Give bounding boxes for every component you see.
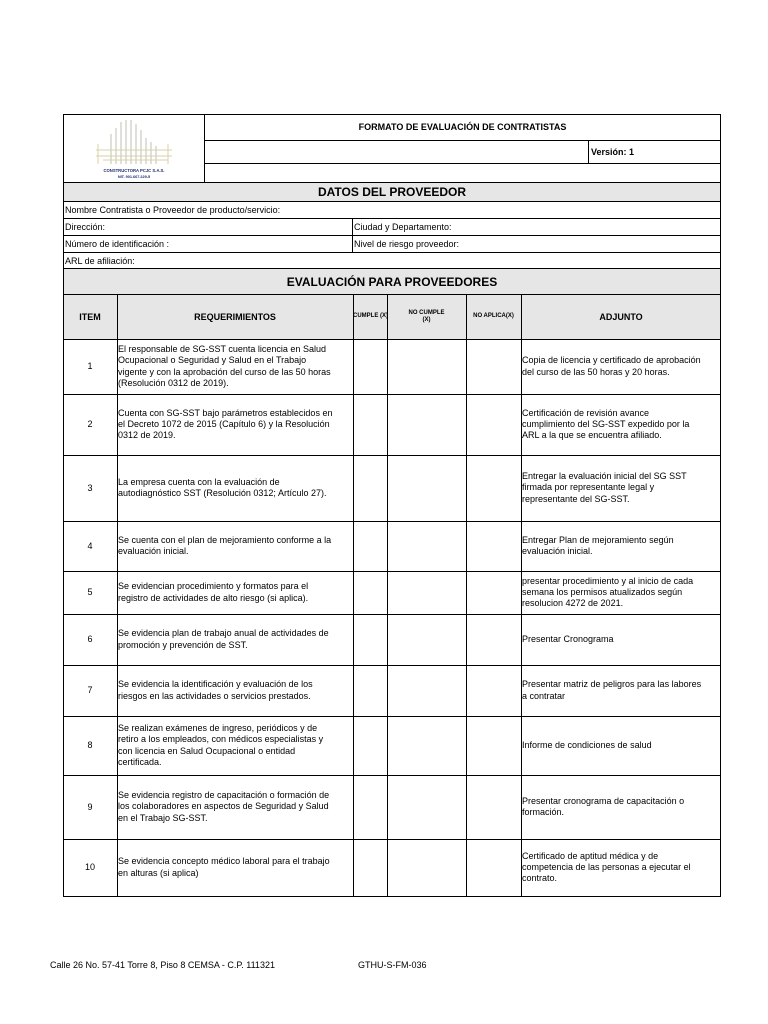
row-no-cumple-cell[interactable] xyxy=(388,340,465,393)
row-item-number: 4 xyxy=(87,540,93,551)
row-attachment-text: representante del SG-SST. xyxy=(522,493,630,504)
row-requirement-text: autodiagnóstico SST (Resolución 0312; Artículo 27). xyxy=(118,488,327,498)
row-requirement-text: en alturas (si aplica) xyxy=(118,867,199,878)
row-cumple-cell[interactable] xyxy=(354,717,386,774)
row-requirement-text: Se cuenta con el plan de mejoramiento conforme a la xyxy=(118,534,332,545)
header-line xyxy=(204,163,721,164)
row-item-number: 9 xyxy=(87,801,93,812)
row-attachment-text: contrato. xyxy=(522,873,558,884)
row-no-cumple-cell[interactable] xyxy=(388,456,465,520)
row-item-number: 6 xyxy=(87,634,93,644)
row-attachment-text: resolucion 4272 de 2021. xyxy=(522,598,624,609)
row-requirement-text: certificada. xyxy=(118,756,162,767)
row-no-cumple-cell[interactable] xyxy=(388,666,465,715)
column-item: ITEM xyxy=(79,312,101,322)
row-requirement-text: evaluación inicial. xyxy=(118,546,189,556)
row-no-aplica-cell[interactable] xyxy=(467,395,520,454)
row-cumple-cell[interactable] xyxy=(354,615,386,664)
row-requirement-text: Se evidencia plan de trabajo anual de actividades de xyxy=(118,628,329,639)
row-cumple-cell[interactable] xyxy=(354,340,386,393)
id-number-label: Número de identificación : xyxy=(65,239,170,249)
row-attachment-text: cumplimiento del SG-SST expedido por la xyxy=(522,418,690,429)
row-attachment-text: a contratar xyxy=(522,690,566,701)
row-requirement-text: los colaboradores en aspectos de Seguridad y Salud xyxy=(118,801,329,812)
row-attachment-text: Entregar Plan de mejoramiento según xyxy=(522,534,674,545)
risk-level-label: Nivel de riesgo proveedor: xyxy=(354,239,460,249)
row-cumple-cell[interactable] xyxy=(354,572,386,613)
row-no-aplica-cell[interactable] xyxy=(467,615,520,664)
row-requirement-text: Cuenta con SG-SST bajo parámetros establecidos en xyxy=(118,407,333,418)
column-not-complies: NO CUMPLE xyxy=(408,310,445,316)
row-attachment-text: Presentar Cronograma xyxy=(522,633,614,644)
provider-name-label: Nombre Contratista o Proveedor de producto/servicio: xyxy=(65,205,281,215)
row-no-cumple-cell[interactable] xyxy=(388,776,465,838)
row-requirement-text: Se evidencia concepto médico laboral para el trabajo xyxy=(118,856,330,867)
footer-code: GTHU-S-FM-036 xyxy=(358,960,427,970)
row-no-cumple-cell[interactable] xyxy=(388,717,465,774)
form-title: FORMATO DE EVALUACIÓN DE CONTRATISTAS xyxy=(358,122,567,132)
row-attachment-text: Copia de licencia y certificado de aprobación xyxy=(522,355,701,366)
row-requirement-text: riesgos en las actividades o servicios prestados. xyxy=(118,690,311,701)
row-requirement-text: Se evidencia registro de capacitación o formación de xyxy=(118,790,330,801)
row-attachment-text: formación. xyxy=(522,807,565,817)
row-cumple-cell[interactable] xyxy=(354,840,386,895)
row-requirement-text: Se realizan exámenes de ingreso, periódicos y de xyxy=(118,722,318,733)
footer-address: Calle 26 No. 57-41 Torre 8, Piso 8 CEMSA - C.P. 111321 xyxy=(50,960,275,970)
row-no-aplica-cell[interactable] xyxy=(467,572,520,613)
row-requirement-text: Se evidencian procedimiento y formatos para el xyxy=(118,581,309,592)
row-cumple-cell[interactable] xyxy=(354,522,386,570)
row-requirement-text: retiro a los empleados, con médicos especialistas y xyxy=(118,734,324,745)
row-requirement-text: registro de actividades de alto riesgo (si aplica). xyxy=(118,592,309,603)
row-no-aplica-cell[interactable] xyxy=(467,340,520,393)
row-no-cumple-cell[interactable] xyxy=(388,522,465,570)
row-item-number: 8 xyxy=(87,740,93,750)
row-cumple-cell[interactable] xyxy=(354,776,386,838)
row-attachment-text: semana los permisos atualizados según xyxy=(522,586,683,597)
provider-divider xyxy=(352,218,353,252)
row-attachment-text: Informe de condiciones de salud xyxy=(522,739,652,750)
row-line xyxy=(63,235,721,236)
row-no-aplica-cell[interactable] xyxy=(467,456,520,520)
row-requirement-text: con licencia en Salud Ocupacional o entidad xyxy=(118,745,296,756)
row-requirement-text: promoción y prevención de SST. xyxy=(118,639,248,650)
row-no-cumple-cell[interactable] xyxy=(388,840,465,895)
column-complies: CUMPLE (X) xyxy=(353,313,388,319)
row-item-number: 10 xyxy=(84,862,95,872)
row-no-aplica-cell[interactable] xyxy=(467,840,520,895)
city-label: Ciudad y Departamento: xyxy=(354,222,452,232)
row-attachment-text: evaluación inicial. xyxy=(522,546,593,556)
row-attachment-text: presentar procedimiento y al inicio de cada xyxy=(522,575,694,586)
row-line xyxy=(63,218,721,219)
row-cumple-cell[interactable] xyxy=(354,456,386,520)
company-logo xyxy=(88,116,180,182)
row-no-cumple-cell[interactable] xyxy=(388,615,465,664)
row-attachment-text: ARL a la que se encuentra afiliado. xyxy=(522,430,662,441)
evaluation-section-title: EVALUACIÓN PARA PROVEEDORES xyxy=(286,275,498,289)
row-requirement-text: 0312 de 2019. xyxy=(118,430,176,441)
header-line xyxy=(204,140,721,141)
address-label: Dirección: xyxy=(65,222,106,232)
row-item-number: 1 xyxy=(87,361,93,371)
row-no-aplica-cell[interactable] xyxy=(467,717,520,774)
row-attachment-text: competencia de las personas a ejecutar el xyxy=(522,861,691,872)
row-cumple-cell[interactable] xyxy=(354,395,386,454)
row-item-number: 5 xyxy=(87,587,93,597)
row-no-aplica-cell[interactable] xyxy=(467,522,520,570)
column-requirements: REQUERIMIENTOS xyxy=(194,312,276,322)
row-cumple-cell[interactable] xyxy=(354,666,386,715)
arl-label: ARL de afiliación: xyxy=(65,256,135,266)
column-not-complies-suffix: (X) xyxy=(422,317,431,323)
row-attachment-text: del curso de las 50 horas y 20 horas. xyxy=(522,366,670,377)
row-requirement-text: El responsable de SG-SST cuenta licencia en Salud xyxy=(118,343,326,354)
header-divider xyxy=(588,140,589,163)
svg-text:CONSTRUCTORA PCJC S.A.S.: CONSTRUCTORA PCJC S.A.S. xyxy=(103,168,165,173)
row-attachment-text: firmada por representante legal y xyxy=(522,482,655,493)
row-item-number: 3 xyxy=(87,482,93,493)
row-item-number: 2 xyxy=(87,419,93,429)
row-requirement-text: Se evidencia la identificación y evaluación de los xyxy=(118,679,313,690)
row-requirement-text: (Resolución 0312 de 2019). xyxy=(118,377,229,388)
provider-section-title: DATOS DEL PROVEEDOR xyxy=(317,185,467,199)
column-not-applicable: NO APLICA(X) xyxy=(473,313,514,319)
column-attachment: ADJUNTO xyxy=(599,312,643,322)
row-line xyxy=(63,896,721,897)
row-requirement-text: el Decreto 1072 de 2015 (Capítulo 6) y la Resolución xyxy=(118,418,330,429)
row-item-number: 7 xyxy=(87,685,93,695)
row-requirement-text: Ocupacional o Seguridad y Salud en el Trabajo xyxy=(118,355,307,366)
row-attachment-text: Certificado de aptitud médica y de xyxy=(522,850,659,861)
row-no-cumple-cell[interactable] xyxy=(388,395,465,454)
row-requirement-text: La empresa cuenta con la evaluación de xyxy=(118,476,280,487)
row-attachment-text: Presentar matriz de peligros para las labores xyxy=(522,679,702,690)
row-line xyxy=(63,252,721,253)
version-label: Versión: 1 xyxy=(591,147,635,157)
svg-text:NIT. 901.667.229-5: NIT. 901.667.229-5 xyxy=(117,175,151,179)
row-line xyxy=(63,201,721,202)
row-no-aplica-cell[interactable] xyxy=(467,666,520,715)
row-attachment-text: Presentar cronograma de capacitación o xyxy=(522,795,685,806)
row-no-cumple-cell[interactable] xyxy=(388,572,465,613)
row-attachment-text: Entregar la evaluación inicial del SG SST xyxy=(522,471,687,482)
row-attachment-text: Certificación de revisión avance xyxy=(522,407,650,418)
row-requirement-text: vigente y con la aprobación del curso de las 50 horas xyxy=(118,366,331,377)
row-requirement-text: en el Trabajo SG-SST. xyxy=(118,812,208,823)
row-no-aplica-cell[interactable] xyxy=(467,776,520,838)
